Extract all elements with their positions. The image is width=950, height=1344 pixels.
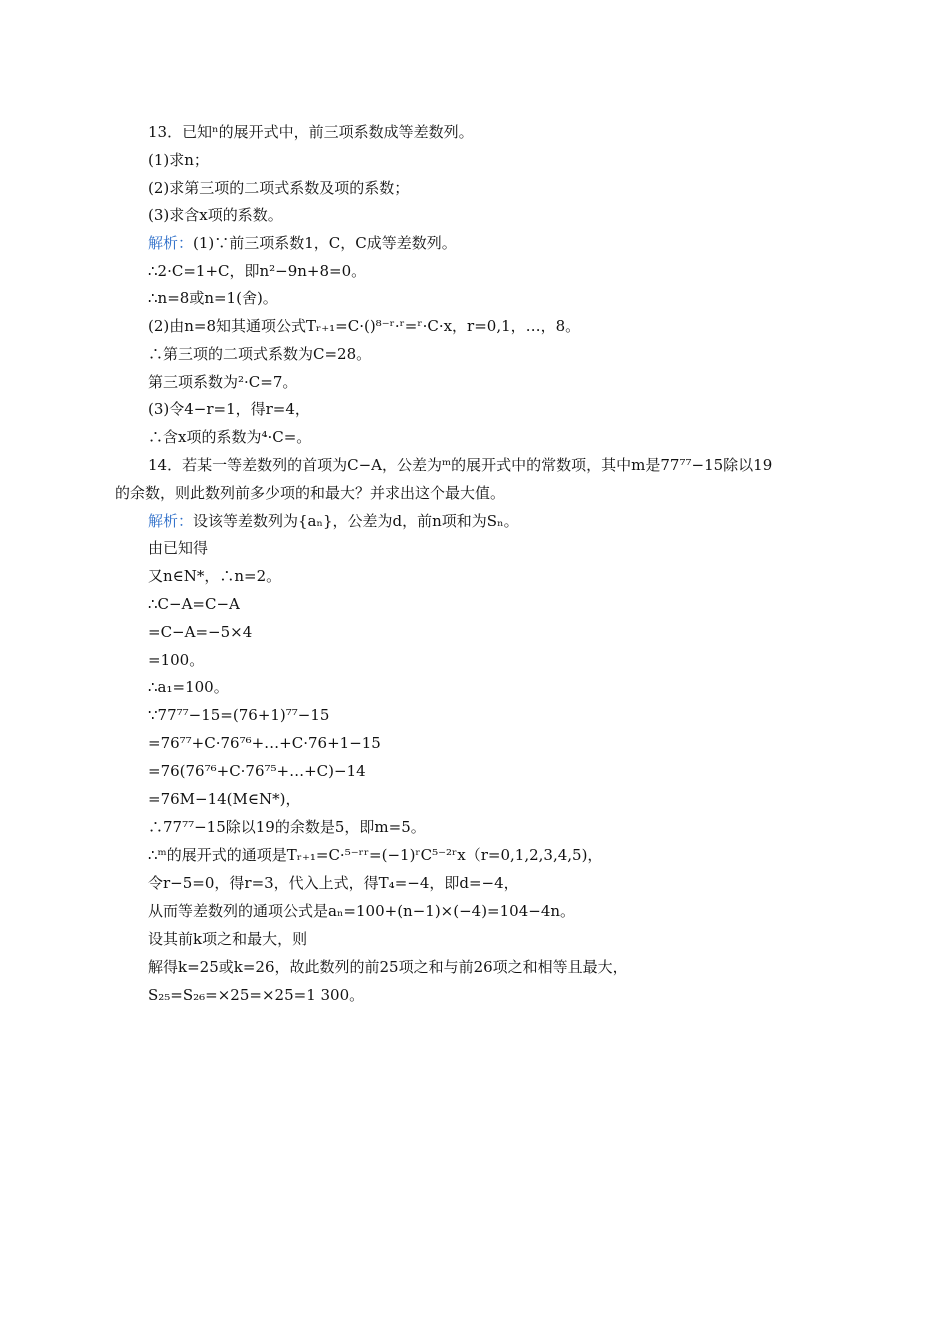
solution-line: =76M−14(M∈N*)，: [148, 790, 301, 808]
solution-line: ∵77⁷⁷−15=(76+1)⁷⁷−15: [148, 706, 330, 724]
solution-line: 解得k=25或k=26，故此数列的前25项之和与前26项之和相等且最大，: [148, 958, 628, 976]
solution-line: 由已知得: [148, 539, 209, 557]
solution-line: (3)令4−r=1，得r=4，: [148, 400, 310, 418]
solution-line: 又n∈N*，∴n=2。: [148, 567, 282, 585]
solution-line: ∴C−A=C−A: [148, 595, 240, 613]
problem-13-question-3: (3)求含x项的系数。: [148, 206, 283, 224]
solution-line: ∴n=8或n=1(舍)。: [148, 289, 278, 307]
solution-text: (1)∵前三项系数1，C，C成等差数列。: [193, 234, 457, 252]
problem-14-title-continued: 的余数，则此数列前多少项的和最大？并求出这个最大值。: [115, 484, 506, 502]
solution-line: =76⁷⁷+C·76⁷⁶+…+C·76+1−15: [148, 734, 381, 752]
solution-line: ∴第三项的二项式系数为C=28。: [148, 345, 372, 363]
solution-line: =76(76⁷⁶+C·76⁷⁵+…+C)−14: [148, 762, 366, 780]
problem-13-solution-line: [148, 233, 457, 253]
problem-13-question-2: (2)求第三项的二项式系数及项的系数；: [148, 179, 410, 197]
problem-13-title: 13．已知ⁿ的展开式中，前三项系数成等差数列。: [148, 123, 474, 141]
solution-label: 解析：: [148, 234, 194, 252]
solution-line: 令r−5=0，得r=3，代入上式，得T₄=−4，即d=−4，: [148, 874, 519, 892]
problem-14-solution-line: [148, 511, 519, 531]
solution-line: ∴77⁷⁷−15除以19的余数是5，即m=5。: [148, 818, 426, 836]
solution-line: S₂₅=S₂₆=×25=×25=1 300。: [148, 986, 365, 1004]
solution-line: 从而等差数列的通项公式是aₙ=100+(n−1)×(−4)=104−4n。: [148, 902, 576, 920]
solution-line: 设其前k项之和最大，则: [148, 930, 308, 948]
solution-line: =100。: [148, 651, 205, 669]
solution-line: ∴a₁=100。: [148, 678, 229, 696]
solution-line: ∴含x项的系数为⁴·C=。: [148, 428, 312, 446]
solution-label: 解析：: [148, 512, 194, 530]
solution-line: =C−A=−5×4: [148, 623, 253, 641]
problem-14-title: 14．若某一等差数列的首项为C−A，公差为ᵐ的展开式中的常数项，其中m是77⁷⁷−15除以19: [148, 456, 773, 474]
solution-text: 设该等差数列为{aₙ}，公差为d，前n项和为Sₙ。: [193, 512, 519, 530]
solution-line: 第三项系数为²·C=7。: [148, 373, 298, 391]
solution-line: (2)由n=8知其通项公式Tᵣ₊₁=C·()⁸⁻ʳ·ʳ=ʳ·C·x，r=0,1，…，8。: [148, 317, 581, 335]
solution-line: ∴2·C=1+C，即n²−9n+8=0。: [148, 262, 367, 280]
problem-13-question-1: (1)求n；: [148, 151, 209, 169]
solution-line: ∴ᵐ的展开式的通项是Tᵣ₊₁=C·⁵⁻ʳʳ=(−1)ʳC⁵⁻²ʳx（r=0,1,2,3,4,5)，: [148, 846, 603, 864]
